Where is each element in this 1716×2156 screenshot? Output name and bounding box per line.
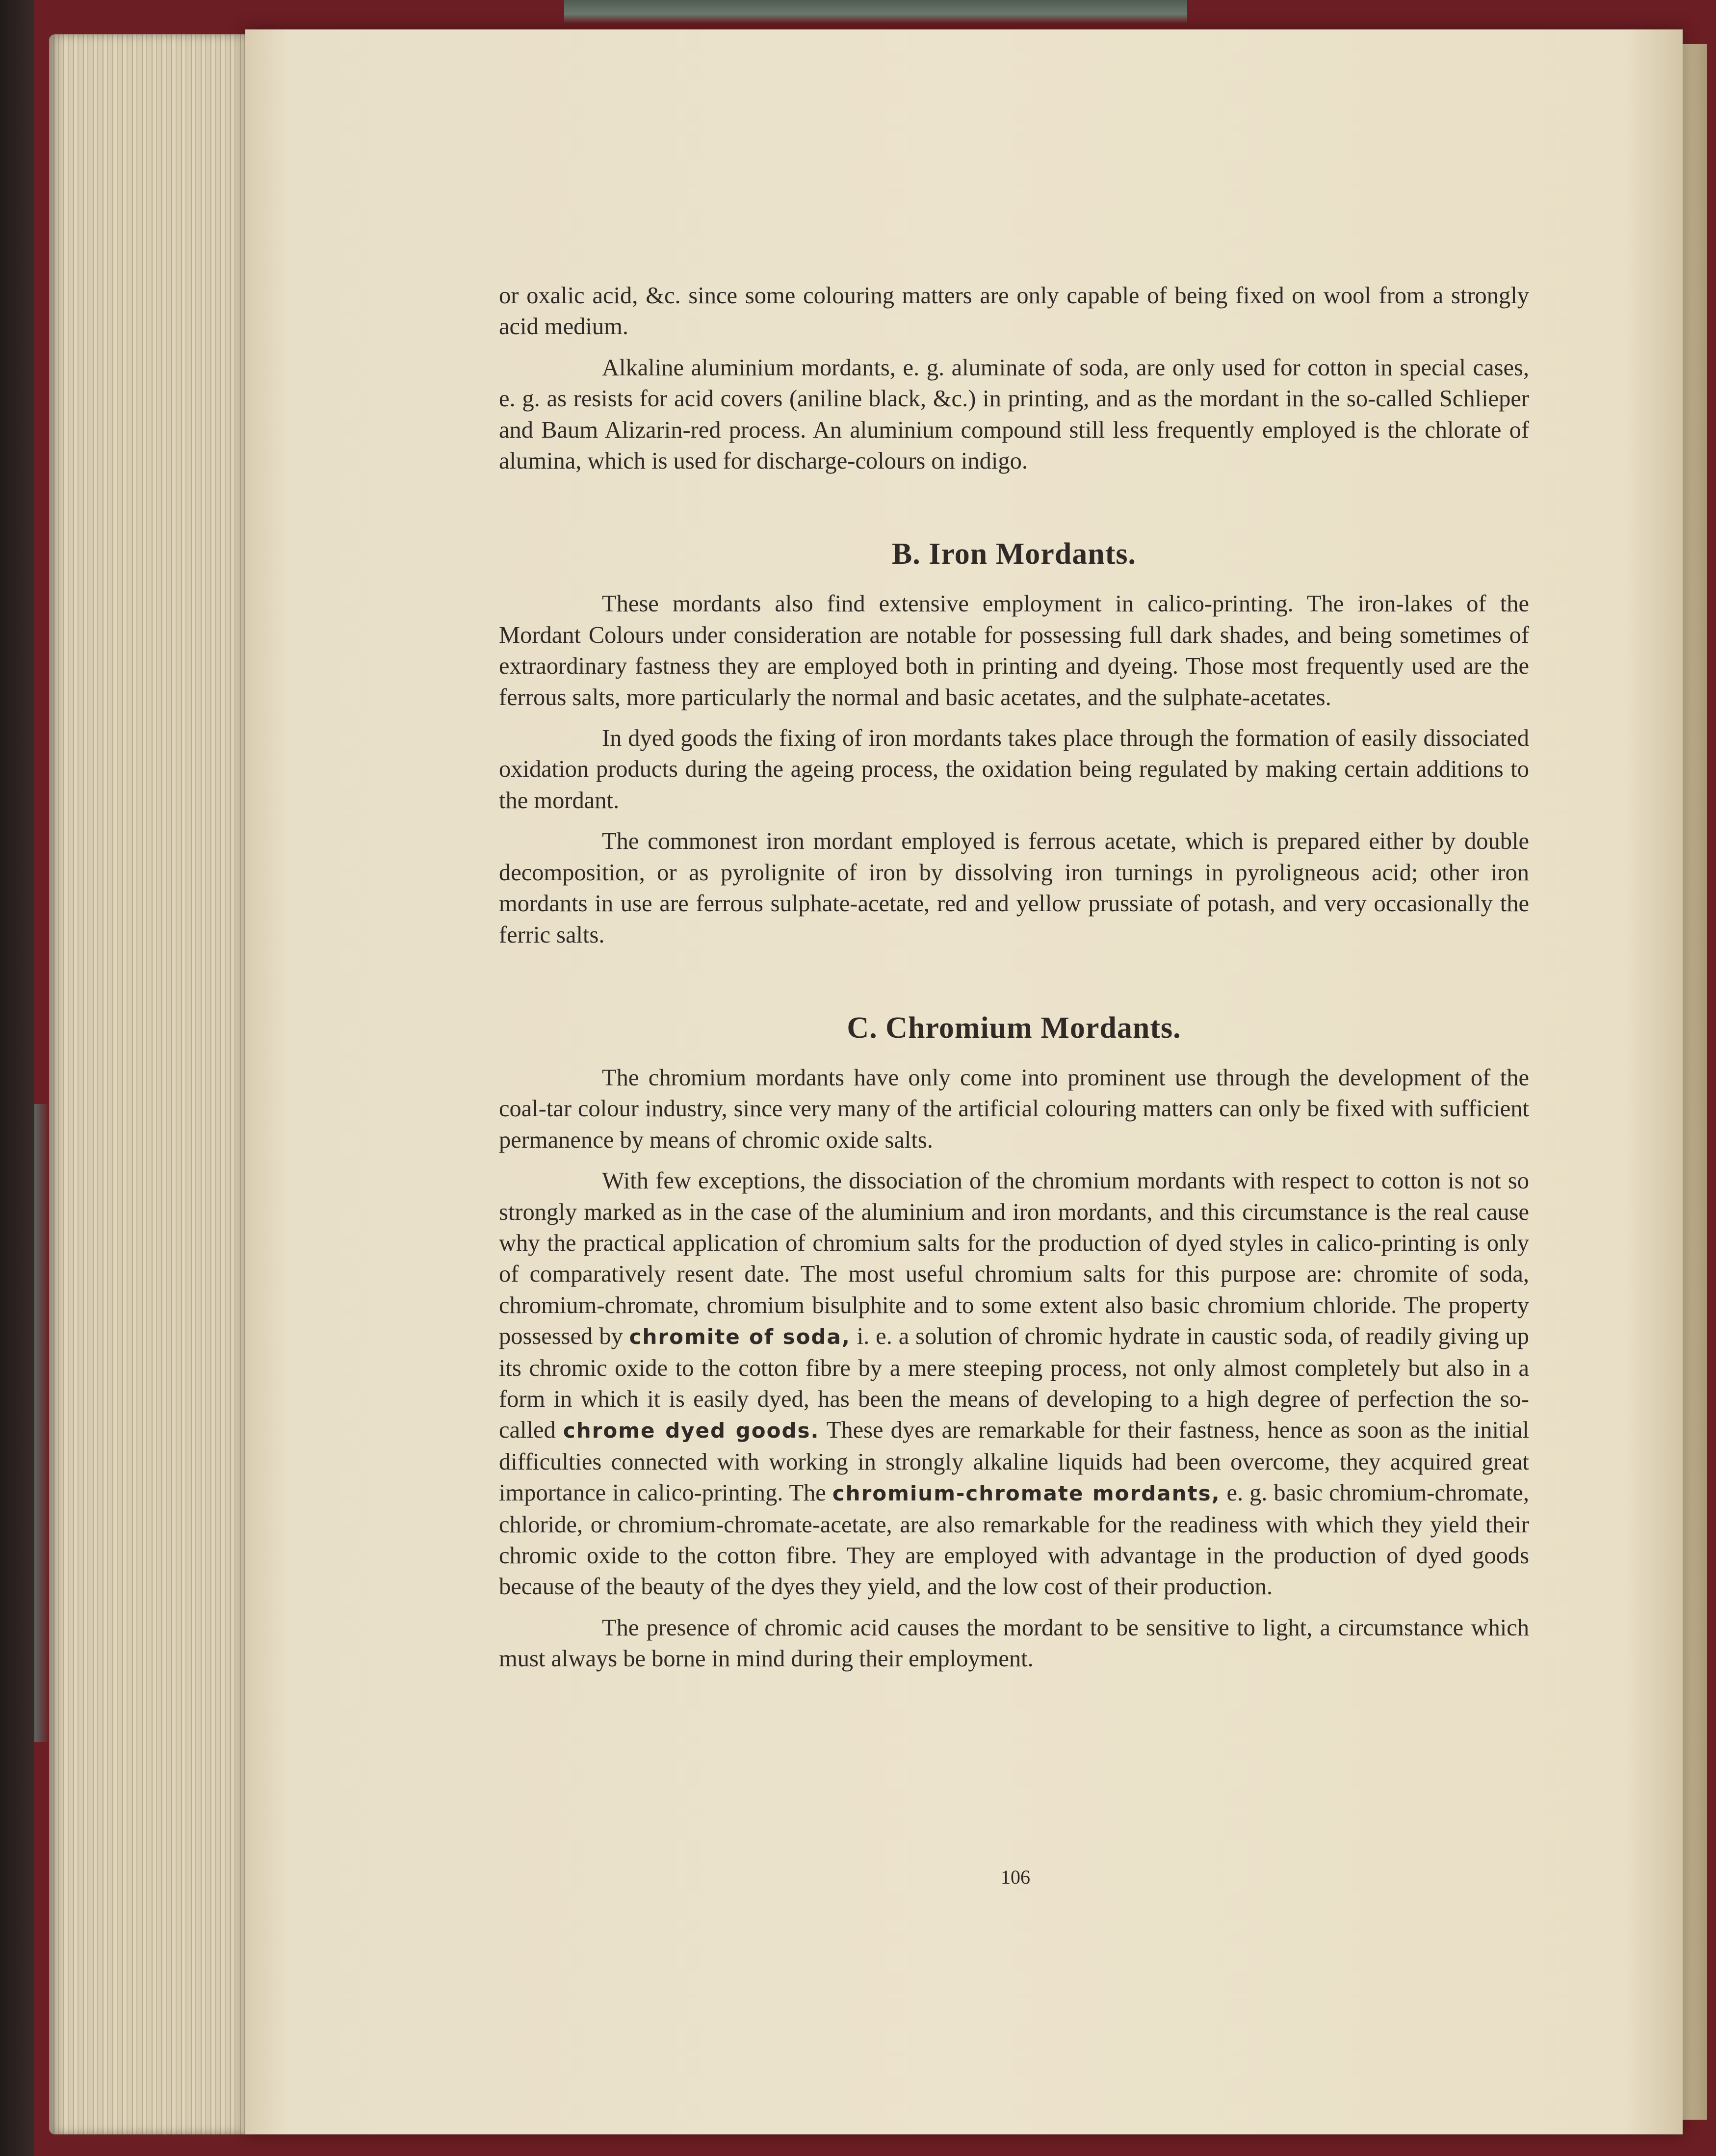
paragraph-iron-1: These mordants also find extensive employment in calico-printing. The iron-lakes of the Mordant Colours under consideration are notable for possessing full dark shades, and being sometimes of extraordinary fastness they are employed both in printing and dyeing. Those most frequently used are the ferrous salts, more particularly the normal and basic acetates, and the sulphate-acetates. <box>499 591 1529 710</box>
page-number: 106 <box>1001 1866 1030 1888</box>
bold-term-chromium-chromate-mordants: chromium-chromate mordants, <box>832 1481 1221 1506</box>
text-run: With few exceptions, the dissociation of the chromium mordants with respect to cotton is not so strongly marked as in the case of the aluminium and iron mordants, and this circumstance is the real cause why the practical application of chromium salts for the production of dyed styles in calico-printing is only of comparatively resent date. The most useful chromium salts for this purpose are: chromite of soda, chromium-chromate, chromium bisulphite and to some extent also basic chromium chloride. The property possessed by <box>499 1168 1529 1350</box>
paragraph-chromium-2 <box>499 1165 1529 1603</box>
text-run: e. g. basic chromium-chromate, chloride, or chromium-chromate-acetate, are also remarkable for the readiness with which they yield their chromic oxide to the cotton fibre. They are employed with advantage in the production of dyed goods because of the beauty of the dyes they yield, and the low cost of their production. <box>499 1480 1529 1600</box>
cover-cloth-top <box>564 0 1187 24</box>
page-stack-edge <box>49 34 255 2134</box>
book-spine-edge <box>0 0 34 2156</box>
bold-term-chrome-dyed-goods: chrome dyed goods. <box>563 1419 820 1443</box>
paragraph-alkaline-aluminium: Alkaline aluminium mordants, e. g. aluminate of soda, are only used for cotton in special cases, e. g. as resists for acid covers (aniline black, &c.) in printing, and as the mordant in the so-called Schlieper and Baum Alizarin-red process. An aluminium compound still less frequently employed is the chlorate of alumina, which is used for discharge-colours on indigo. <box>499 354 1529 474</box>
section-heading-iron: B. Iron Mordants. <box>891 537 1137 571</box>
section-heading-chromium: C. Chromium Mordants. <box>847 1011 1181 1045</box>
text-run: i. e. a solution of chromic hydrate in caustic soda, of readily giving up its chromic oxide to the cotton fibre by a mere steeping process, not only almost completely but also in a form in which it is easily dyed, has been the means of developing to a high degree of perfection the so-called <box>499 1323 1529 1444</box>
paragraph-chromium-1: The chromium mordants have only come into prominent use through the development of the coal-tar colour industry, since very many of the artificial colouring matters can only be fixed with sufficient permanence by means of chromic oxide salts. <box>499 1064 1529 1153</box>
paragraph-oxalic: or oxalic acid, &c. since some colouring matters are only capable of being fixed on wool from a strongly acid medium. <box>499 283 1529 340</box>
paragraph-chromium-3: The presence of chromic acid causes the mordant to be sensitive to light, a circumstance which must always be borne in mind during their employment. <box>499 1614 1529 1672</box>
paragraph-iron-3: The commonest iron mordant employed is ferrous acetate, which is prepared either by double decomposition, or as pyrolignite of iron by dissolving iron turnings in pyroligneous acid; other iron mordants in use are ferrous sulphate-acetate, red and yellow prussiate of potash, and very occasionally the ferric salts. <box>499 828 1529 948</box>
paragraph-iron-2: In dyed goods the fixing of iron mordants takes place through the formation of easily dissociated oxidation products during the ageing process, the oxidation being regulated by making certain additions to the mordant. <box>499 725 1529 814</box>
text-run: These dyes are remarkable for their fastness, hence as soon as the initial difficulties connected with working in strongly alkaline liquids had been overcome, they acquired great importance in calico-printing. The <box>499 1417 1530 1506</box>
page-text <box>499 280 1529 1675</box>
bold-term-chromite-of-soda: chromite of soda, <box>629 1325 851 1349</box>
facing-page-edge <box>1683 44 1707 2120</box>
